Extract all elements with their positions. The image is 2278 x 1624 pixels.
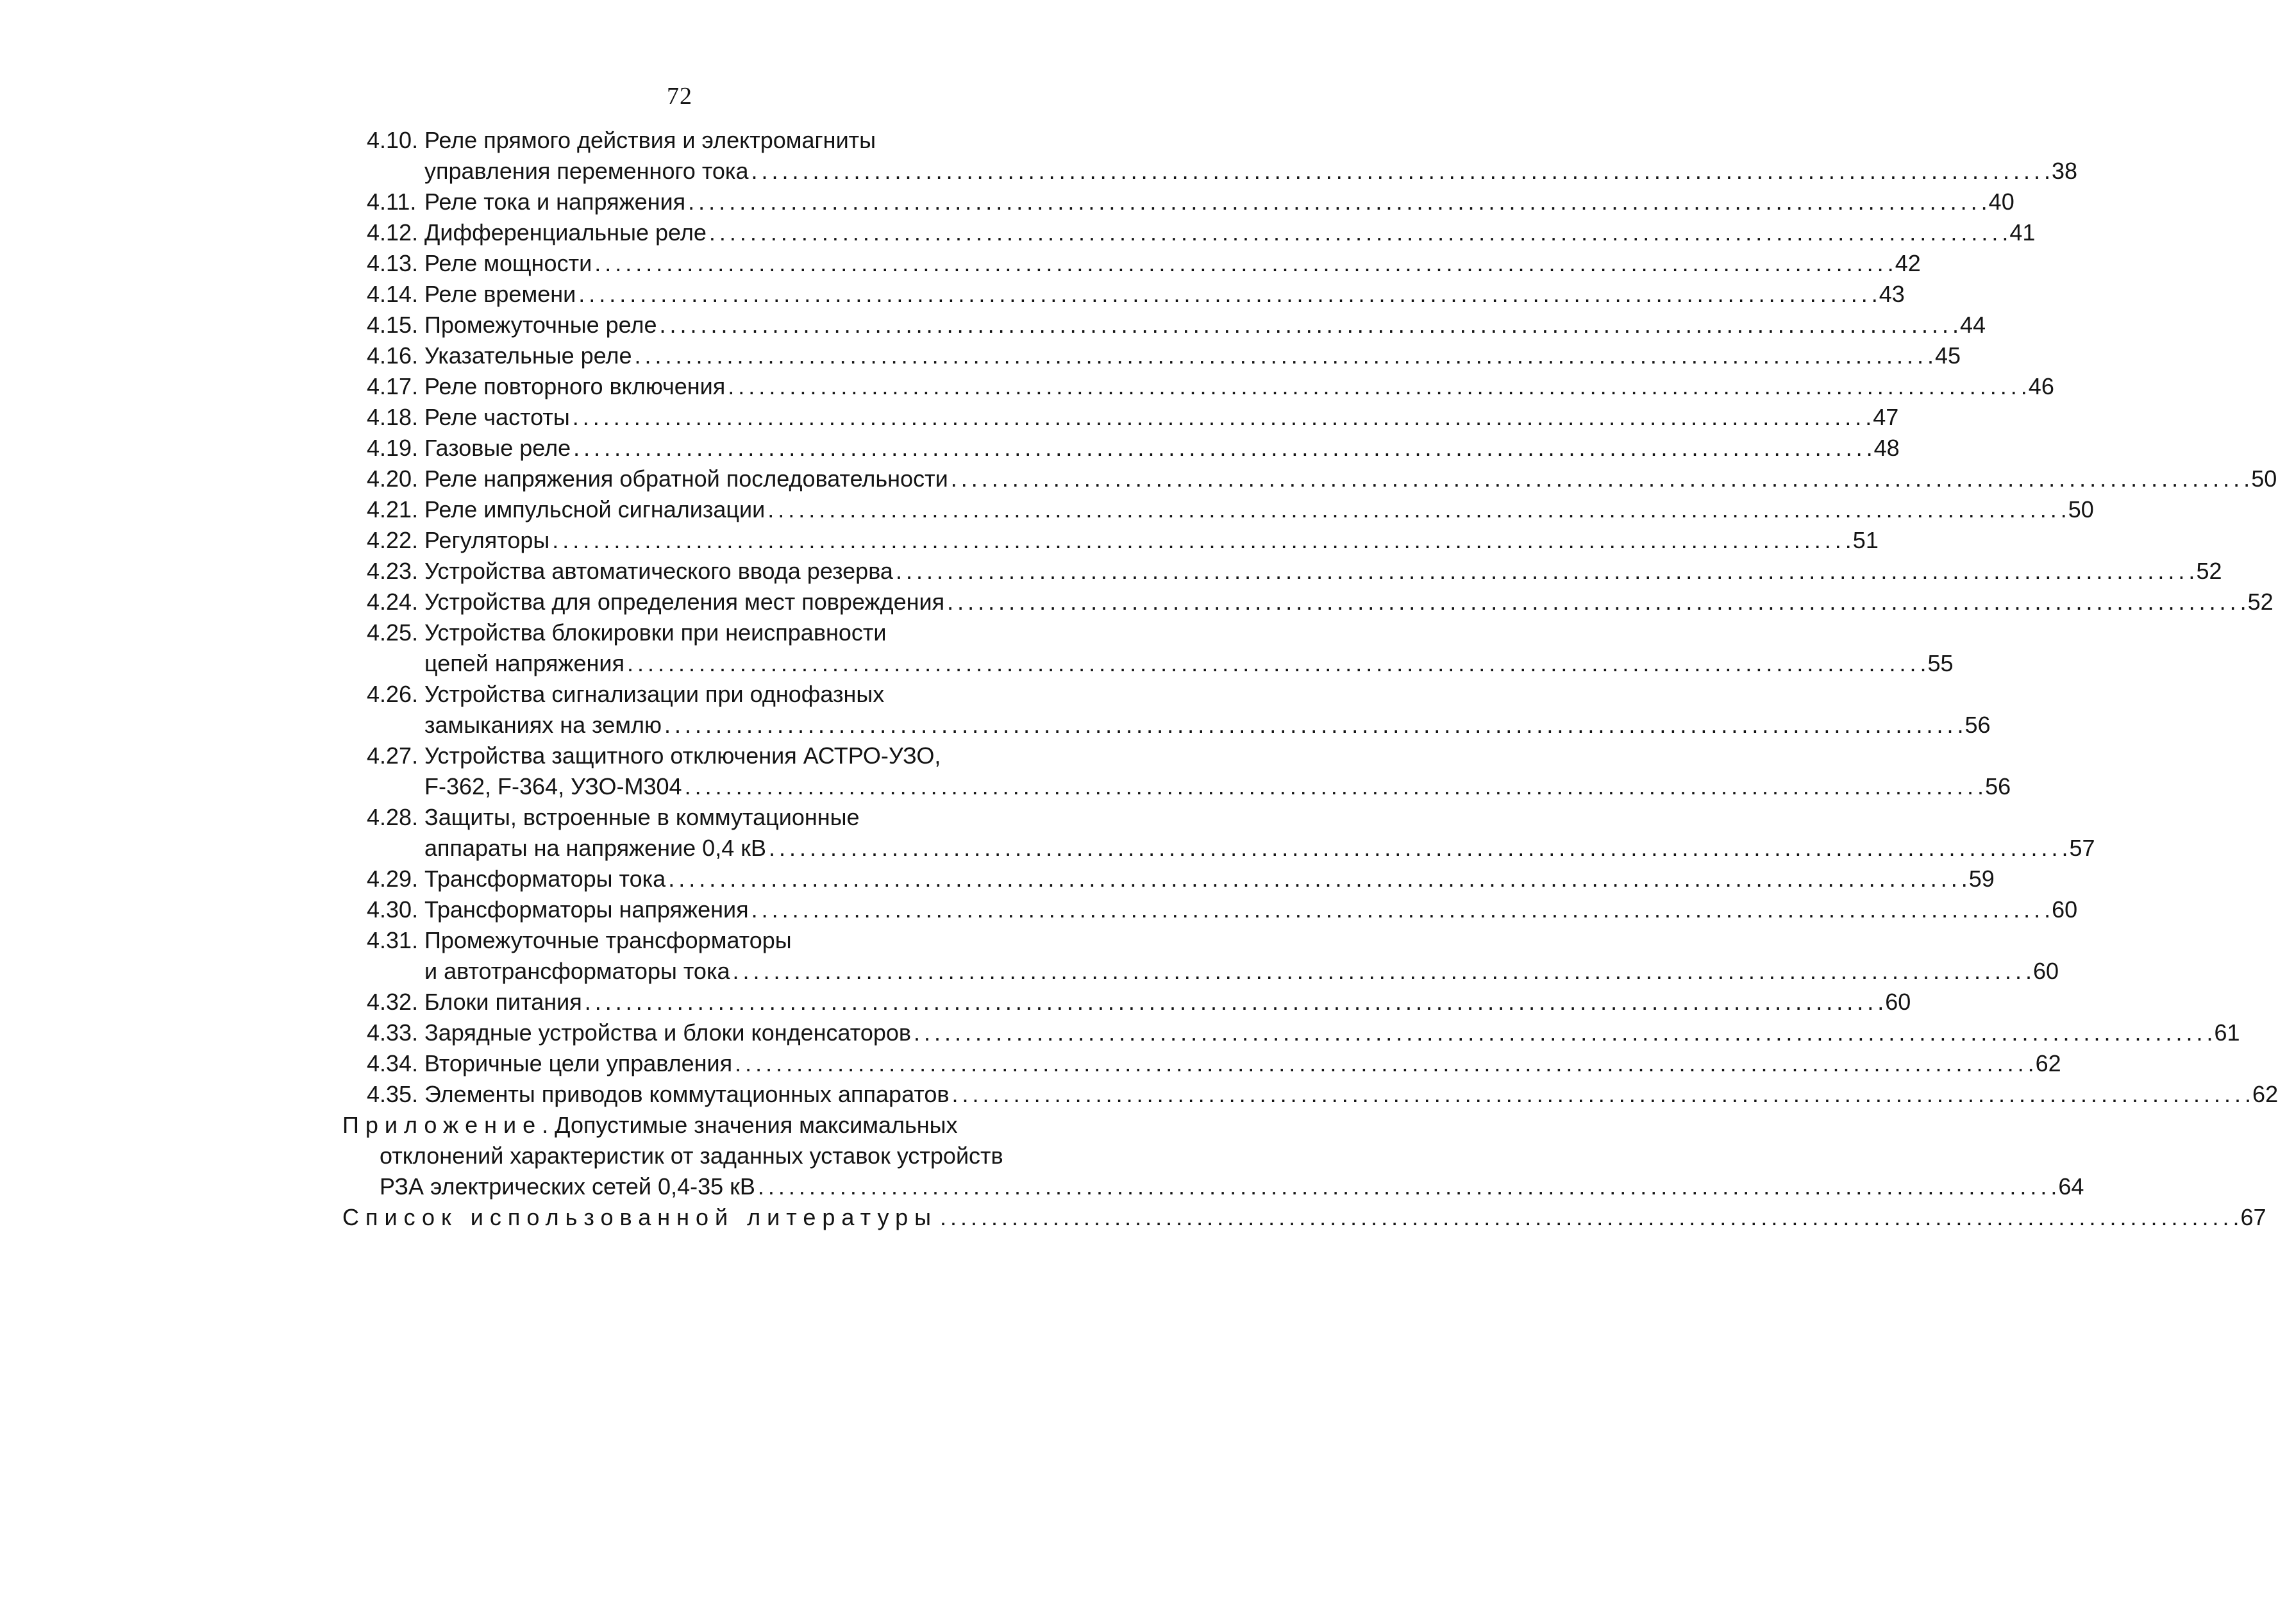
toc-page-number: 47: [1873, 404, 1899, 430]
toc-entry-title: Устройства защитного отключения АСТРО-УЗО,: [424, 742, 941, 769]
toc-line: [367, 248, 1921, 279]
toc-entry-title: Реле повторного включения: [424, 373, 726, 399]
appendix-line: [380, 1141, 1003, 1171]
toc-entry-number: 4.23.: [367, 558, 419, 584]
toc-entry-number: 4.22.: [367, 527, 419, 553]
dot-leader: [627, 648, 1925, 679]
toc-entry-title: Устройства автоматического ввода резерва: [424, 558, 893, 584]
toc-line: [367, 125, 999, 156]
toc-entry-number: 4.29.: [367, 866, 419, 892]
appendix-text: отклонений характеристик от заданных уставок устройств: [380, 1143, 1003, 1169]
toc-entry-number: 4.17.: [367, 373, 419, 399]
toc-page-number: 50: [2251, 465, 2277, 492]
appendix-text: РЗА электрических сетей 0,4-35 кВ: [380, 1173, 755, 1200]
toc-page-number: 52: [2196, 558, 2222, 584]
toc-line: [367, 187, 2014, 217]
toc-entry-title: Указательные реле: [424, 342, 632, 369]
toc-page-number: 60: [2052, 896, 2078, 923]
toc-entry-title: F-362, F-364, УЗО-М304: [424, 773, 682, 799]
toc-entry-number: 4.12.: [367, 219, 419, 246]
toc-line: [367, 1017, 2240, 1048]
toc-line: [367, 464, 2277, 494]
toc-entry-title: Трансформаторы тока: [424, 866, 666, 892]
dot-leader: [634, 340, 1932, 371]
toc-line: [424, 648, 1954, 679]
toc-page-number: 51: [1852, 527, 1879, 553]
dot-leader: [735, 1048, 2033, 1079]
toc-page-number: 56: [1964, 712, 1991, 738]
toc-entry-number: 4.31.: [367, 927, 419, 953]
toc-page-number: 48: [1873, 435, 1900, 461]
toc-line: [367, 217, 2036, 248]
dot-leader: [573, 402, 1871, 433]
toc-entry-number: 4.30.: [367, 896, 419, 923]
toc-page-number: 61: [2214, 1019, 2240, 1046]
dot-leader: [751, 156, 2050, 187]
toc-entry-title: и автотрансформаторы тока: [424, 958, 730, 984]
toc-line: [367, 279, 1905, 310]
toc-entry-number: 4.24.: [367, 589, 419, 615]
toc-line: [367, 587, 2274, 617]
toc-entry-number: 4.25.: [367, 619, 419, 646]
toc-entry-title: Реле импульсной сигнализации: [424, 496, 766, 523]
toc-line: [367, 894, 2078, 925]
dot-leader: [896, 556, 2194, 587]
toc-entry-number: 4.13.: [367, 250, 419, 276]
references-label: Список использованной литературы: [342, 1204, 937, 1230]
dot-leader: [668, 864, 1966, 894]
toc-entry-number: 4.11.: [367, 188, 417, 215]
toc-entry-title: цепей напряжения: [424, 650, 624, 676]
toc-line: [367, 556, 2222, 587]
toc-entry-title: Газовые реле: [424, 435, 571, 461]
dot-leader: [758, 1171, 2056, 1202]
toc-entry-title: Вторичные цели управления: [424, 1050, 733, 1076]
toc-entry-title: Реле времени: [424, 281, 576, 307]
toc-entry-title: аппараты на напряжение 0,4 кВ: [424, 835, 766, 861]
toc-page-number: 55: [1927, 650, 1954, 676]
dot-leader: [751, 894, 2050, 925]
toc-entry-title: Реле тока и напряжения: [424, 188, 686, 215]
toc-entry-title: Элементы приводов коммутационных аппаратов: [424, 1081, 950, 1107]
toc-line: [367, 402, 1899, 433]
appendix-line: [380, 1171, 2084, 1202]
toc-entry-title: Блоки питания: [424, 989, 582, 1015]
toc-page-number: 50: [2068, 496, 2094, 523]
toc-line: [367, 494, 2094, 525]
toc-page-number: 38: [2052, 158, 2078, 184]
toc-entry-title: Реле прямого действия и электромагниты: [424, 127, 876, 153]
toc-line: [367, 525, 1879, 556]
toc-entry-title: Трансформаторы напряжения: [424, 896, 749, 923]
toc-entry-number: 4.15.: [367, 312, 419, 338]
toc-entry-number: 4.32.: [367, 989, 419, 1015]
toc-entry-title: Устройства сигнализации при однофазных: [424, 681, 885, 707]
toc-entry-number: 4.35.: [367, 1081, 419, 1107]
toc-entry-title: Промежуточные реле: [424, 312, 657, 338]
toc-page-number: 41: [2009, 219, 2036, 246]
toc-line: [367, 617, 999, 648]
dot-leader: [728, 371, 2026, 402]
toc-page-number: 42: [1895, 250, 1921, 276]
toc-page-number: 46: [2028, 373, 2054, 399]
toc-line: [367, 1079, 2278, 1110]
dot-leader: [769, 833, 2067, 864]
toc-entry-number: 4.34.: [367, 1050, 419, 1076]
toc-entry-number: 4.33.: [367, 1019, 419, 1046]
toc-line: [367, 987, 1911, 1017]
toc-line: [367, 864, 1995, 894]
toc-entry-number: 4.26.: [367, 681, 419, 707]
toc-entry-number: 4.10.: [367, 127, 419, 153]
toc-entry-number: 4.27.: [367, 742, 419, 769]
toc-entry-number: 4.18.: [367, 404, 419, 430]
dot-leader: [709, 217, 2007, 248]
dot-leader: [951, 464, 2249, 494]
dot-leader: [733, 956, 2031, 987]
toc-line: [424, 833, 2095, 864]
dot-leader: [914, 1017, 2212, 1048]
toc-page-number: 44: [1960, 312, 1986, 338]
dot-leader: [952, 1079, 2250, 1110]
toc-entry-title: Реле мощности: [424, 250, 592, 276]
toc-entry-title: Зарядные устройства и блоки конденсаторов: [424, 1019, 912, 1046]
references-line: [342, 1202, 2266, 1233]
toc-line: [367, 310, 1986, 340]
toc-entry-number: 4.14.: [367, 281, 419, 307]
toc-entry-number: 4.28.: [367, 804, 419, 830]
appendix-label: Приложение: [342, 1112, 542, 1138]
toc-page-number: 45: [1934, 342, 1961, 369]
toc-line: [367, 741, 999, 771]
toc-page-number: 52: [2247, 589, 2274, 615]
toc-page-number: 62: [2252, 1081, 2278, 1107]
toc-entry-title: Защиты, встроенные в коммутационные: [424, 804, 860, 830]
dot-leader: [767, 494, 2066, 525]
dot-leader: [664, 710, 1963, 741]
dot-leader: [578, 279, 1877, 310]
toc-entry-title: замыканиях на землю: [424, 712, 662, 738]
dot-leader: [594, 248, 1893, 279]
toc-page-number: 43: [1879, 281, 1905, 307]
toc-entry-title: Устройства блокировки при неисправности: [424, 619, 887, 646]
dot-leader: [685, 771, 1983, 802]
toc-entry-title: Реле напряжения обратной последовательности: [424, 465, 948, 492]
dot-leader: [585, 987, 1883, 1017]
toc-line: [367, 925, 999, 956]
toc-entry-number: 4.20.: [367, 465, 419, 492]
toc-entry-title: Реле частоты: [424, 404, 570, 430]
toc-line: [424, 956, 2059, 987]
toc-page-number: 62: [2035, 1050, 2061, 1076]
toc-entry-number: 4.19.: [367, 435, 419, 461]
toc-entry-title: управления переменного тока: [424, 158, 749, 184]
toc-page-number: 56: [1985, 773, 2011, 799]
dot-leader: [940, 1202, 2238, 1233]
toc-page-number: 60: [2033, 958, 2059, 984]
toc-line: [424, 771, 2011, 802]
toc-line: [367, 1048, 2061, 1079]
toc-page-number: 40: [1988, 188, 2014, 215]
toc-line: [424, 710, 1991, 741]
dot-leader: [660, 310, 1958, 340]
dot-leader: [552, 525, 1850, 556]
toc-entry-title: Промежуточные трансформаторы: [424, 927, 792, 953]
toc-line: [424, 156, 2078, 187]
dot-leader: [573, 433, 1872, 464]
toc-page-number: 59: [1968, 866, 1995, 892]
dot-leader: [688, 187, 1986, 217]
toc-page-number: 60: [1885, 989, 1911, 1015]
toc-line: [367, 802, 999, 833]
toc-line: [367, 340, 1961, 371]
toc-entry-number: 4.16.: [367, 342, 419, 369]
toc-entry-title: Устройства для определения мест повреждения: [424, 589, 945, 615]
dot-leader: [947, 587, 2245, 617]
appendix-line: [342, 1110, 999, 1141]
toc-line: [367, 371, 2054, 402]
appendix-text: . Допустимые значения максимальных: [542, 1112, 958, 1138]
toc-entry-number: 4.21.: [367, 496, 419, 523]
references-page-number: 67: [2240, 1204, 2266, 1230]
toc-entry-title: Дифференциальные реле: [424, 219, 707, 246]
appendix-page-number: 64: [2058, 1173, 2084, 1200]
toc-entry-title: Регуляторы: [424, 527, 550, 553]
toc-line: [367, 679, 999, 710]
toc-page-number: 57: [2069, 835, 2095, 861]
page-number: 72: [667, 83, 692, 110]
toc-line: [367, 433, 1900, 464]
